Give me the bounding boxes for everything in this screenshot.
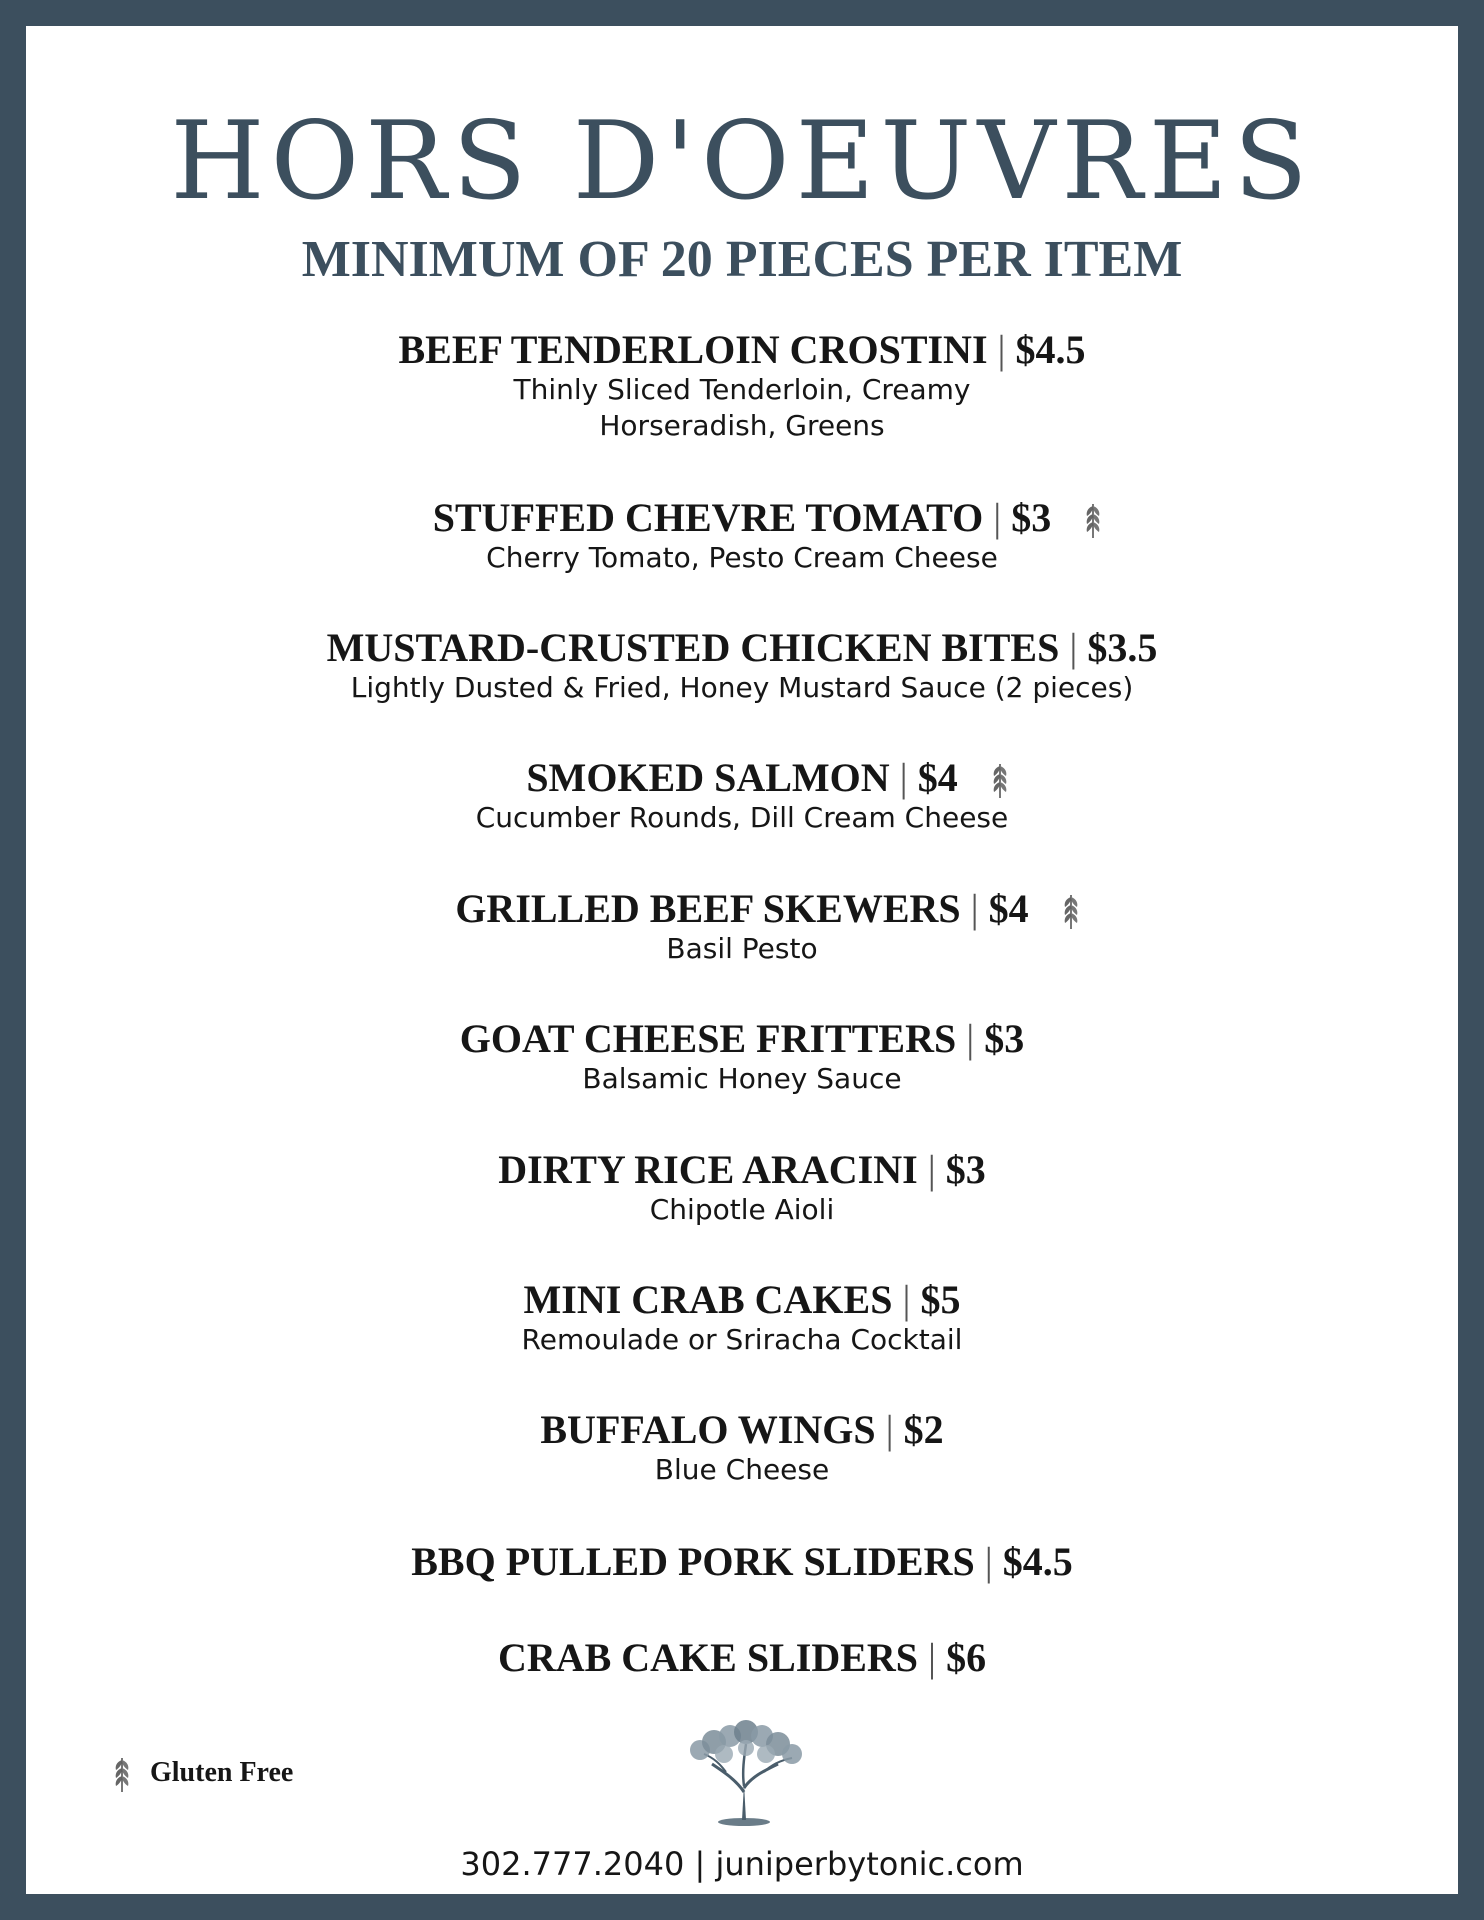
menu-item-name	[455, 887, 1028, 931]
menu-page	[26, 26, 1458, 1894]
menu-item-title: BEEF TENDERLOIN CROSTINI	[398, 327, 988, 372]
menu-item	[26, 626, 1458, 706]
wheat-icon	[110, 1752, 134, 1794]
menu-item-title: DIRTY RICE ARACINI	[498, 1147, 918, 1192]
menu-item-description: Cherry Tomato, Pesto Cream Cheese	[486, 541, 998, 574]
menu-item-title: BUFFALO WINGS	[540, 1407, 876, 1452]
menu-item-price: $4.5	[1015, 327, 1086, 372]
price-separator: |	[875, 1407, 904, 1452]
menu-item-price: $2	[903, 1407, 944, 1452]
menu-item-title: STUFFED CHEVRE TOMATO	[432, 495, 984, 540]
menu-item	[26, 887, 1458, 967]
menu-item-description: Thinly Sliced Tenderloin, Creamy	[513, 373, 971, 406]
menu-item	[26, 1408, 1458, 1488]
footer-contact: 302.777.2040 | juniperbytonic.com	[460, 1845, 1024, 1883]
menu-item-price: $4	[988, 886, 1029, 931]
menu-item-description: Blue Cheese	[654, 1453, 830, 1486]
menu-item-description: Remoulade or Sriracha Cocktail	[521, 1323, 963, 1356]
menu-item-price: $6	[946, 1635, 987, 1680]
menu-item-title: MINI CRAB CAKES	[523, 1277, 893, 1322]
menu-item-name	[498, 1636, 986, 1680]
menu-item-price: $4.5	[1002, 1539, 1073, 1584]
gluten-free-legend	[110, 1752, 293, 1794]
menu-item-title: GRILLED BEEF SKEWERS	[455, 886, 961, 931]
menu-item-description: Chipotle Aioli	[649, 1193, 835, 1226]
gluten-free-icon	[988, 758, 1012, 800]
menu-item-name	[398, 328, 1085, 372]
menu-item-name	[540, 1408, 943, 1452]
menu-item	[26, 1017, 1458, 1097]
price-separator: |	[960, 886, 989, 931]
menu-item-price: $3	[984, 1016, 1025, 1061]
price-separator: |	[956, 1016, 985, 1061]
menu-item	[26, 496, 1458, 576]
price-separator: |	[917, 1147, 946, 1192]
menu-item-name	[327, 626, 1158, 670]
menu-subtitle: MINIMUM OF 20 PIECES PER ITEM	[301, 231, 1183, 288]
gluten-free-icon	[1081, 498, 1105, 540]
price-separator: |	[987, 327, 1016, 372]
price-separator: |	[918, 1635, 947, 1680]
gluten-free-icon	[1059, 889, 1083, 931]
menu-item	[26, 1636, 1458, 1680]
menu-item-name	[433, 496, 1051, 540]
price-separator: |	[1059, 625, 1088, 670]
price-separator: |	[974, 1539, 1003, 1584]
tree-logo	[674, 1714, 814, 1830]
menu-item-description: Cucumber Rounds, Dill Cream Cheese	[475, 801, 1009, 834]
menu-item-price: $4	[917, 755, 958, 800]
menu-item	[26, 1540, 1458, 1584]
menu-item-title: GOAT CHEESE FRITTERS	[459, 1016, 957, 1061]
menu-item-name	[526, 756, 957, 800]
menu-item-title: MUSTARD-CRUSTED CHICKEN BITES	[326, 625, 1060, 670]
menu-item-price: $3	[945, 1147, 986, 1192]
gluten-free-label: Gluten Free	[150, 1757, 294, 1788]
menu-item	[26, 328, 1458, 444]
menu-item-title: CRAB CAKE SLIDERS	[497, 1635, 919, 1680]
menu-item-price: $5	[920, 1277, 961, 1322]
menu-item-name	[411, 1540, 1072, 1584]
menu-item-price: $3.5	[1087, 625, 1158, 670]
menu-item-name	[498, 1148, 985, 1192]
price-separator: |	[983, 495, 1012, 540]
menu-item-price: $3	[1011, 495, 1052, 540]
menu-item-description: Basil Pesto	[666, 932, 818, 965]
menu-item-description: Balsamic Honey Sauce	[582, 1062, 902, 1095]
price-separator: |	[889, 755, 918, 800]
menu-item-description: Horseradish, Greens	[599, 409, 885, 442]
menu-item-title: BBQ PULLED PORK SLIDERS	[411, 1539, 975, 1584]
menu-item-description: Lightly Dusted & Fried, Honey Mustard Sauce (2 pieces)	[350, 671, 1134, 704]
menu-item	[26, 1148, 1458, 1228]
menu-item	[26, 756, 1458, 836]
menu-item-name	[524, 1278, 961, 1322]
menu-item-title: SMOKED SALMON	[526, 755, 890, 800]
price-separator: |	[892, 1277, 921, 1322]
menu-item-name	[460, 1017, 1024, 1061]
menu-item	[26, 1278, 1458, 1358]
menu-title: HORS D'OEUVRES	[170, 99, 1314, 224]
